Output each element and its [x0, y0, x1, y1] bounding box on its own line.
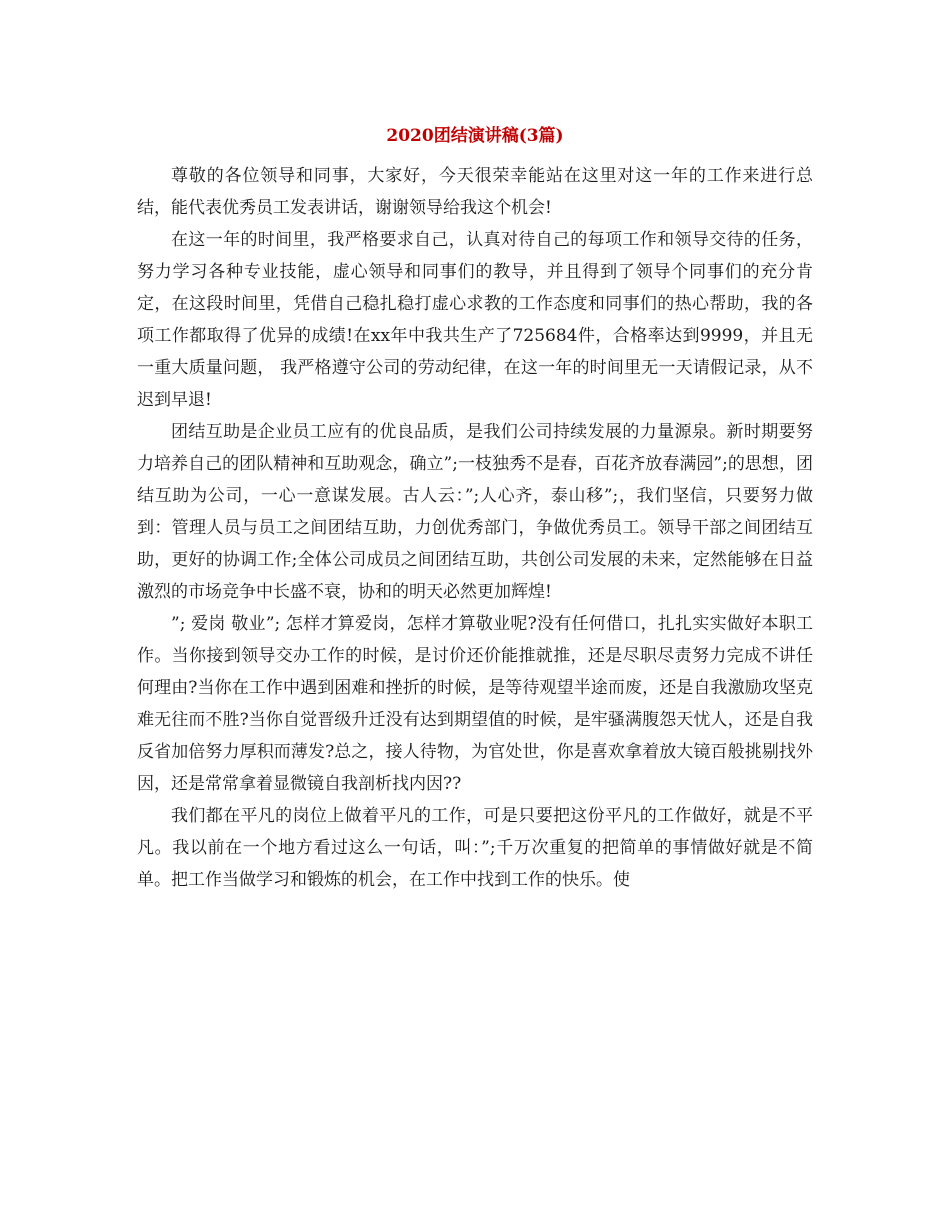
paragraph-3: 团结互助是企业员工应有的优良品质，是我们公司持续发展的力量源泉。新时期要努力培养自己的团队精神和互助观念，确立”;一枝独秀不是春，百花齐放春满园”;的思想，团结互助为公司，一心一意谋发展。古人云：”;人心齐，泰山移”;，我们坚信，只要努力做到：管理人员与员工之间团结互助，力创优秀部门，争做优秀员工。领导干部之间团结互助，更好的协调工作;全体公司成员之间团结互助，共创公司发展的未来，定然能够在日益激烈的市场竞争中长盛不衰，协和的明天必然更加辉煌!	[137, 422, 813, 602]
paragraph-5: 我们都在平凡的岗位上做着平凡的工作，可是只要把这份平凡的工作做好，就是不平凡。我以前在一个地方看过这么一句话，叫：”;千万次重复的把简单的事情做好就是不简单。把工作当做学习和锻炼的机会，在工作中找到工作的快乐。使	[137, 806, 813, 890]
document-body	[137, 160, 813, 896]
paragraph-1: 尊敬的各位领导和同事，大家好，今天很荣幸能站在这里对这一年的工作来进行总结，能代表优秀员工发表讲话，谢谢领导给我这个机会!	[137, 166, 813, 218]
document-title: 2020团结演讲稿(3篇)	[386, 126, 564, 146]
paragraph-4: ”; 爱岗 敬业”; 怎样才算爱岗，怎样才算敬业呢?没有任何借口，扎扎实实做好本职工作。当你接到领导交办工作的时候，是讨价还价能推就推，还是尽职尽责努力完成不讲任何理由?当你在工作中遇到困难和挫折的时候，是等待观望半途而废，还是自我激励攻坚克难无往而不胜?当你自觉晋级升迁没有达到期望值的时候，是牢骚满腹怨天忧人，还是自我反省加倍努力厚积而薄发?总之，接人待物，为官处世，你是喜欢拿着放大镜百般挑剔找外因，还是常常拿着显微镜自我剖析找内因??	[137, 614, 813, 794]
paragraph-2: 在这一年的时间里，我严格要求自己，认真对待自己的每项工作和领导交待的任务，努力学习各种专业技能，虚心领导和同事们的教导，并且得到了领导个同事们的充分肯定，在这段时间里，凭借自己稳扎稳打虚心求教的工作态度和同事们的热心帮助，我的各项工作都取得了优异的成绩!在xx年中我共生产了725684件，合格率达到9999，并且无一重大质量问题， 我严格遵守公司的劳动纪律，在这一年的时间里无一天请假记录，从不迟到早退!	[137, 230, 813, 410]
